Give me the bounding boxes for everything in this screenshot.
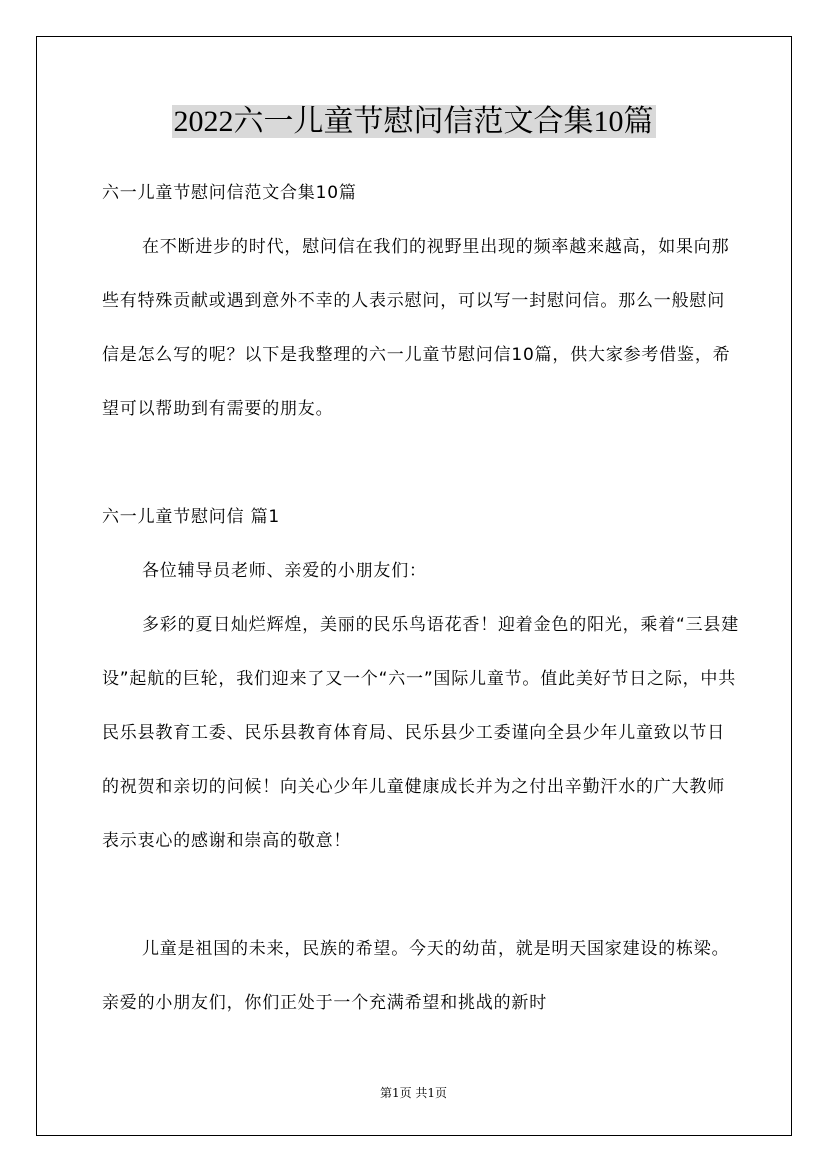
intro-paragraph: 在不断进步的时代，慰问信在我们的视野里出现的频率越来越高，如果向那些有特殊贡献或遇到意外不幸的人表示慰问，可以写一封慰问信。那么一般慰问信是怎么写的呢？以下是我整理的六一儿童节慰问信10篇，供大家参考借鉴，希望可以帮助到有需要的朋友。 (102, 237, 731, 419)
section-heading: 六一儿童节慰问信 篇1 (102, 507, 281, 527)
document-title (0, 100, 827, 144)
document-subtitle: 六一儿童节慰问信范文合集10篇 (102, 183, 357, 203)
body-paragraph-2: 儿童是祖国的未来，民族的希望。今天的幼苗，就是明天国家建设的栋梁。亲爱的小朋友们，你们正处于一个充满希望和挑战的新时 (102, 939, 730, 1013)
salutation: 各位辅导员老师、亲爱的小朋友们： (142, 561, 427, 581)
body-paragraph-1: 多彩的夏日灿烂辉煌，美丽的民乐鸟语花香！迎着金色的阳光，乘着“三县建设”起航的巨轮，我们迎来了又一个“六一”国际儿童节。值此美好节日之际，中共民乐县教育工委、民乐县教育体育局、民乐县少工委谨向全县少年儿童致以节日的祝贺和亲切的问候！向关心少年儿童健康成长并为之付出辛勤汗水的广大教师表示衷心的感谢和崇高的敬意！ (102, 615, 740, 851)
document-title-text: 2022六一儿童节慰问信范文合集10篇 (173, 105, 654, 138)
page-footer: 第1页 共1页 (379, 1086, 448, 1100)
